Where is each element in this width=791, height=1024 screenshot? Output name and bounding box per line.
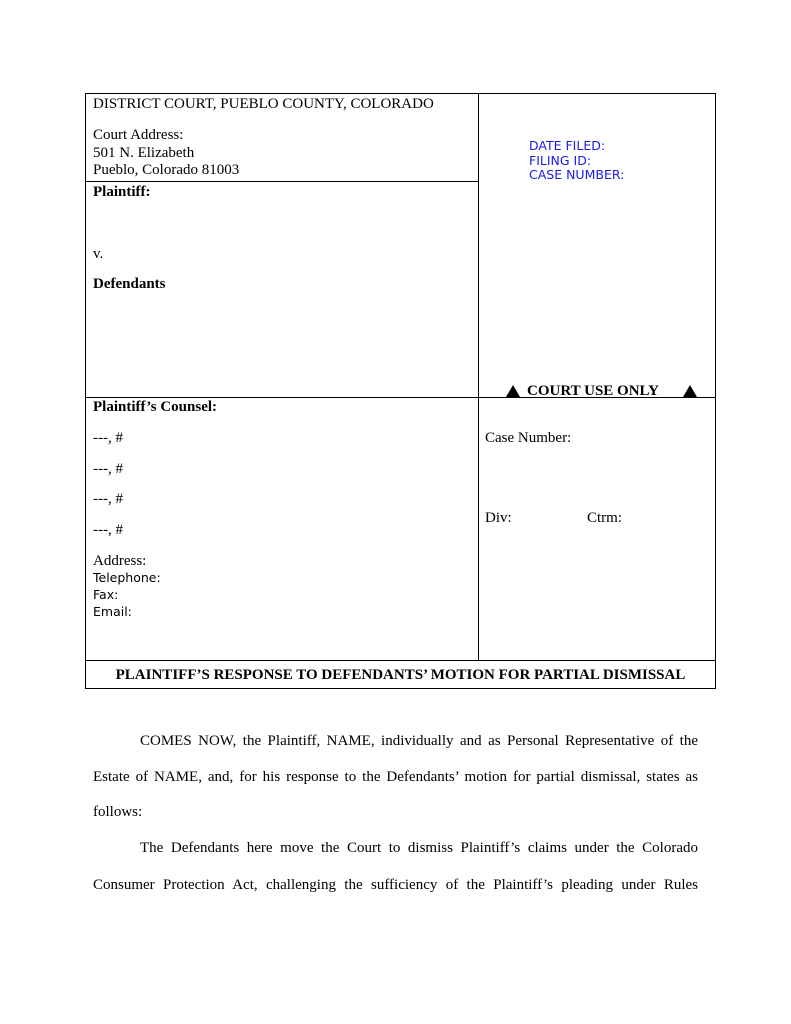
body-line: COMES NOW, the Plaintiff, NAME, individually and as Personal Representative of the <box>140 733 698 749</box>
email-label: Email: <box>93 604 132 619</box>
caption-divider-title <box>85 660 716 661</box>
counsel-label: Plaintiff’s Counsel: <box>93 399 218 415</box>
court-use-only-label: COURT USE ONLY <box>527 383 660 399</box>
court-address-line2: Pueblo, Colorado 81003 <box>93 162 240 178</box>
counsel-line: ---, # <box>93 491 123 507</box>
triangle-up-icon <box>683 385 697 397</box>
court-name: DISTRICT COURT, PUEBLO COUNTY, COLORADO <box>93 96 434 112</box>
fax-label: Fax: <box>93 587 119 602</box>
telephone-label: Telephone: <box>93 570 161 585</box>
body-line: The Defendants here move the Court to dismiss Plaintiff’s claims under the Colorado <box>140 840 698 856</box>
triangle-up-icon <box>506 385 520 397</box>
address-label: Address: <box>93 553 147 569</box>
versus-label: v. <box>93 246 104 262</box>
counsel-line: ---, # <box>93 522 123 538</box>
plaintiff-label: Plaintiff: <box>93 184 151 200</box>
caption-vertical-divider <box>478 93 479 660</box>
document-title: PLAINTIFF’S RESPONSE TO DEFENDANTS’ MOTION FOR PARTIAL DISMISSAL <box>115 667 686 683</box>
ctrm-label: Ctrm: <box>587 510 623 526</box>
counsel-line: ---, # <box>93 430 123 446</box>
case-number-label: Case Number: <box>485 430 572 446</box>
body-line: Estate of NAME, and, for his response to the Defendants’ motion for partial dismissal, states as <box>93 769 698 785</box>
body-line: Consumer Protection Act, challenging the sufficiency of the Plaintiff’s pleading under Rules <box>93 877 698 893</box>
body-line: follows: <box>93 804 143 820</box>
court-address-line1: 501 N. Elizabeth <box>93 145 195 161</box>
filing-id-label: FILING ID: <box>529 153 592 168</box>
court-address-label: Court Address: <box>93 127 184 143</box>
div-label: Div: <box>485 510 512 526</box>
counsel-line: ---, # <box>93 461 123 477</box>
date-filed-label: DATE FILED: <box>529 138 606 153</box>
caption-divider-court <box>85 181 478 182</box>
defendants-label: Defendants <box>93 276 166 292</box>
case-number-stamp-label: CASE NUMBER: <box>529 167 625 182</box>
